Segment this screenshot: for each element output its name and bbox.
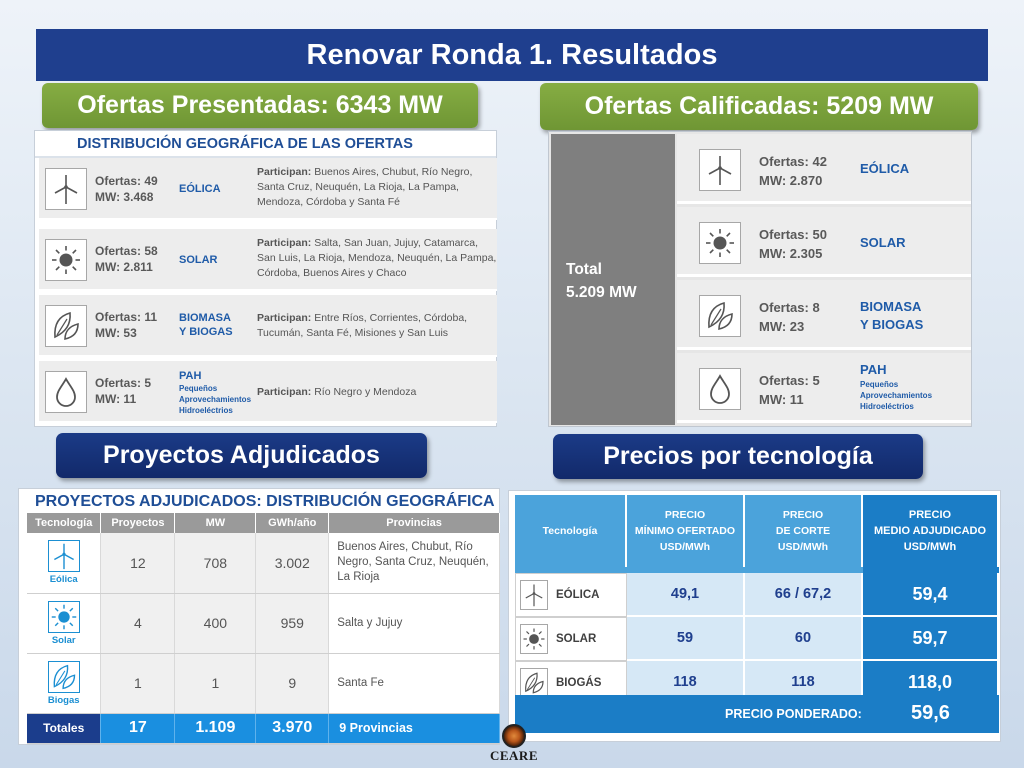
leaf-icon — [699, 295, 741, 337]
tech-cell: Biogas — [27, 653, 101, 713]
mw-cell: 400 — [175, 593, 256, 653]
column-header: PRECIO MÍNIMO OFERTADO USD/MWh — [627, 495, 745, 567]
column-header: PRECIO MEDIO ADJUDICADO USD/MWh — [863, 495, 999, 567]
participan-text: Participan: Salta, San Juan, Jujuy, Catamarca, San Luis, La Rioja, Mendoza, Neuquén, La Pampa, Córdoba, Buenos Aires y Chaco — [257, 237, 497, 279]
total-block: Total 5.209 MW — [551, 134, 675, 425]
wind-turbine-icon — [699, 149, 741, 191]
precio-medio-cell: 118,0 — [863, 661, 999, 705]
participan-text: Participan: Buenos Aires, Chubut, Río Negro, Santa Cruz, Neuquén, La Rioja, La Pampa, Mendoza, Córdoba y Santa Fé — [257, 166, 473, 208]
precios-table — [515, 495, 999, 705]
table-header-row — [515, 495, 999, 567]
tech-cell: Eólica — [27, 533, 101, 593]
ofertas-count: Ofertas: 58 MW: 2.811 — [95, 244, 158, 274]
tech-label: PAH Pequeños Aprovechamientos Hidroeléctrios — [860, 362, 933, 411]
leaf-icon — [45, 305, 87, 347]
column-header: MW — [175, 513, 256, 533]
precio-medio-cell: 59,7 — [863, 617, 999, 661]
cal-row-solar — [677, 207, 971, 277]
precio-minimo-cell: 59 — [627, 617, 745, 661]
precio-corte-cell: 118 — [745, 661, 863, 705]
column-header: Proyectos — [101, 513, 175, 533]
gwh-cell: 9 — [256, 653, 329, 713]
proyectos-cell: 1 — [101, 653, 175, 713]
sun-icon — [45, 239, 87, 281]
tech-cell: SOLAR — [515, 617, 627, 661]
column-header: Provincias — [329, 513, 500, 533]
proyectos-adjudicados-panel — [18, 488, 500, 745]
table-row — [27, 533, 500, 593]
provincias-cell: Santa Fe — [329, 653, 500, 713]
column-header: Tecnología — [27, 513, 101, 533]
panel-title: DISTRIBUCIÓN GEOGRÁFICA DE LAS OFERTAS — [35, 131, 496, 158]
precio-minimo-cell: 49,1 — [627, 573, 745, 617]
ofertas-count: Ofertas: 5 MW: 11 — [95, 376, 152, 406]
tech-label: EÓLICA — [179, 183, 221, 195]
page-title: Renovar Ronda 1. Resultados — [36, 29, 988, 81]
sun-icon — [699, 222, 741, 264]
totales-provincias: 9 Provincias — [329, 713, 500, 743]
totales-row — [27, 713, 500, 743]
leaf-icon — [48, 661, 80, 693]
ofertas-count: Ofertas: 42 MW: 2.870 — [759, 154, 827, 188]
ofertas-presentadas-header: Ofertas Presentadas: 6343 MW — [42, 83, 478, 128]
wind-turbine-icon — [48, 540, 80, 572]
ofertas-calificadas-panel — [548, 131, 972, 427]
participan-text: Participan: Entre Ríos, Corrientes, Córdoba, Tucumán, Santa Fé, Misiones y San Luis — [257, 312, 468, 339]
table-row — [27, 593, 500, 653]
tech-label: PAH Pequeños Aprovechamientos Hidroeléctrios — [179, 370, 252, 415]
column-header: PRECIO DE CORTE USD/MWh — [745, 495, 863, 567]
ofertas-count: Ofertas: 8 MW: 23 — [759, 300, 820, 334]
water-drop-icon — [45, 371, 87, 413]
geo-row-eolica — [39, 158, 497, 220]
ofertas-calificadas-header: Ofertas Calificadas: 5209 MW — [540, 83, 978, 130]
sun-icon — [48, 601, 80, 633]
totales-mw: 1.109 — [175, 713, 256, 743]
column-header: GWh/año — [256, 513, 329, 533]
tech-label: SOLAR — [860, 235, 906, 250]
precio-medio-cell: 59,4 — [863, 573, 999, 617]
totales-label: Totales — [27, 713, 101, 743]
provincias-cell: Buenos Aires, Chubut, Río Negro, Santa Cruz, Neuquén, La Rioja — [329, 533, 500, 593]
geo-row-pah — [39, 361, 497, 423]
tech-label: BIOMASA Y BIOGAS — [179, 312, 233, 338]
proyectos-adjudicados-header: Proyectos Adjudicados — [56, 433, 427, 478]
geo-row-solar — [39, 229, 497, 291]
cal-row-pah — [677, 353, 971, 423]
tech-cell: BIOGÁS — [515, 661, 627, 705]
panel-title: PROYECTOS ADJUDICADOS: DISTRIBUCIÓN GEOGRÁFICA — [35, 493, 495, 510]
ofertas-count: Ofertas: 50 MW: 2.305 — [759, 227, 827, 261]
gwh-cell: 959 — [256, 593, 329, 653]
precio-corte-cell: 60 — [745, 617, 863, 661]
sun-icon — [520, 624, 548, 654]
wind-turbine-icon — [520, 580, 548, 610]
ofertas-count: Ofertas: 11 MW: 53 — [95, 310, 158, 340]
cal-row-biomasa — [677, 280, 971, 350]
table-header-row — [27, 513, 500, 533]
adjudicados-table — [27, 513, 500, 744]
table-row — [515, 573, 999, 617]
provincias-cell: Salta y Jujuy — [329, 593, 500, 653]
precio-ponderado-label: PRECIO PONDERADO: — [725, 707, 862, 721]
tech-label: EÓLICA — [860, 161, 910, 176]
precios-panel — [508, 490, 1001, 742]
ceare-logo — [486, 724, 542, 768]
cal-row-eolica — [677, 134, 971, 204]
precio-ponderado-row — [515, 695, 999, 733]
precio-corte-cell: 66 / 67,2 — [745, 573, 863, 617]
logo-emblem — [502, 724, 526, 748]
mw-cell: 1 — [175, 653, 256, 713]
tech-cell: EÓLICA — [515, 573, 627, 617]
leaf-icon — [520, 668, 548, 698]
column-header: Tecnología — [515, 495, 627, 567]
precio-minimo-cell: 118 — [627, 661, 745, 705]
proyectos-cell: 12 — [101, 533, 175, 593]
mw-cell: 708 — [175, 533, 256, 593]
totales-proyectos: 17 — [101, 713, 175, 743]
ofertas-count: Ofertas: 49 MW: 3.468 — [95, 174, 158, 204]
tech-cell: Solar — [27, 593, 101, 653]
participan-text: Participan: Río Negro y Mendoza — [257, 386, 417, 398]
table-row — [27, 653, 500, 713]
ofertas-count: Ofertas: 5 MW: 11 — [759, 373, 820, 407]
logo-text: CEARE — [489, 748, 538, 763]
wind-turbine-icon — [45, 168, 87, 210]
tech-label: BIOMASA Y BIOGAS — [860, 299, 924, 332]
geo-row-biomasa — [39, 295, 497, 357]
precio-ponderado-value: 59,6 — [911, 702, 950, 724]
proyectos-cell: 4 — [101, 593, 175, 653]
ofertas-distribucion-panel — [34, 130, 497, 427]
precios-tecnologia-header: Precios por tecnología — [553, 434, 923, 479]
gwh-cell: 3.002 — [256, 533, 329, 593]
table-row — [515, 617, 999, 661]
totales-gwh: 3.970 — [256, 713, 329, 743]
tech-label: SOLAR — [179, 254, 218, 266]
water-drop-icon — [699, 368, 741, 410]
